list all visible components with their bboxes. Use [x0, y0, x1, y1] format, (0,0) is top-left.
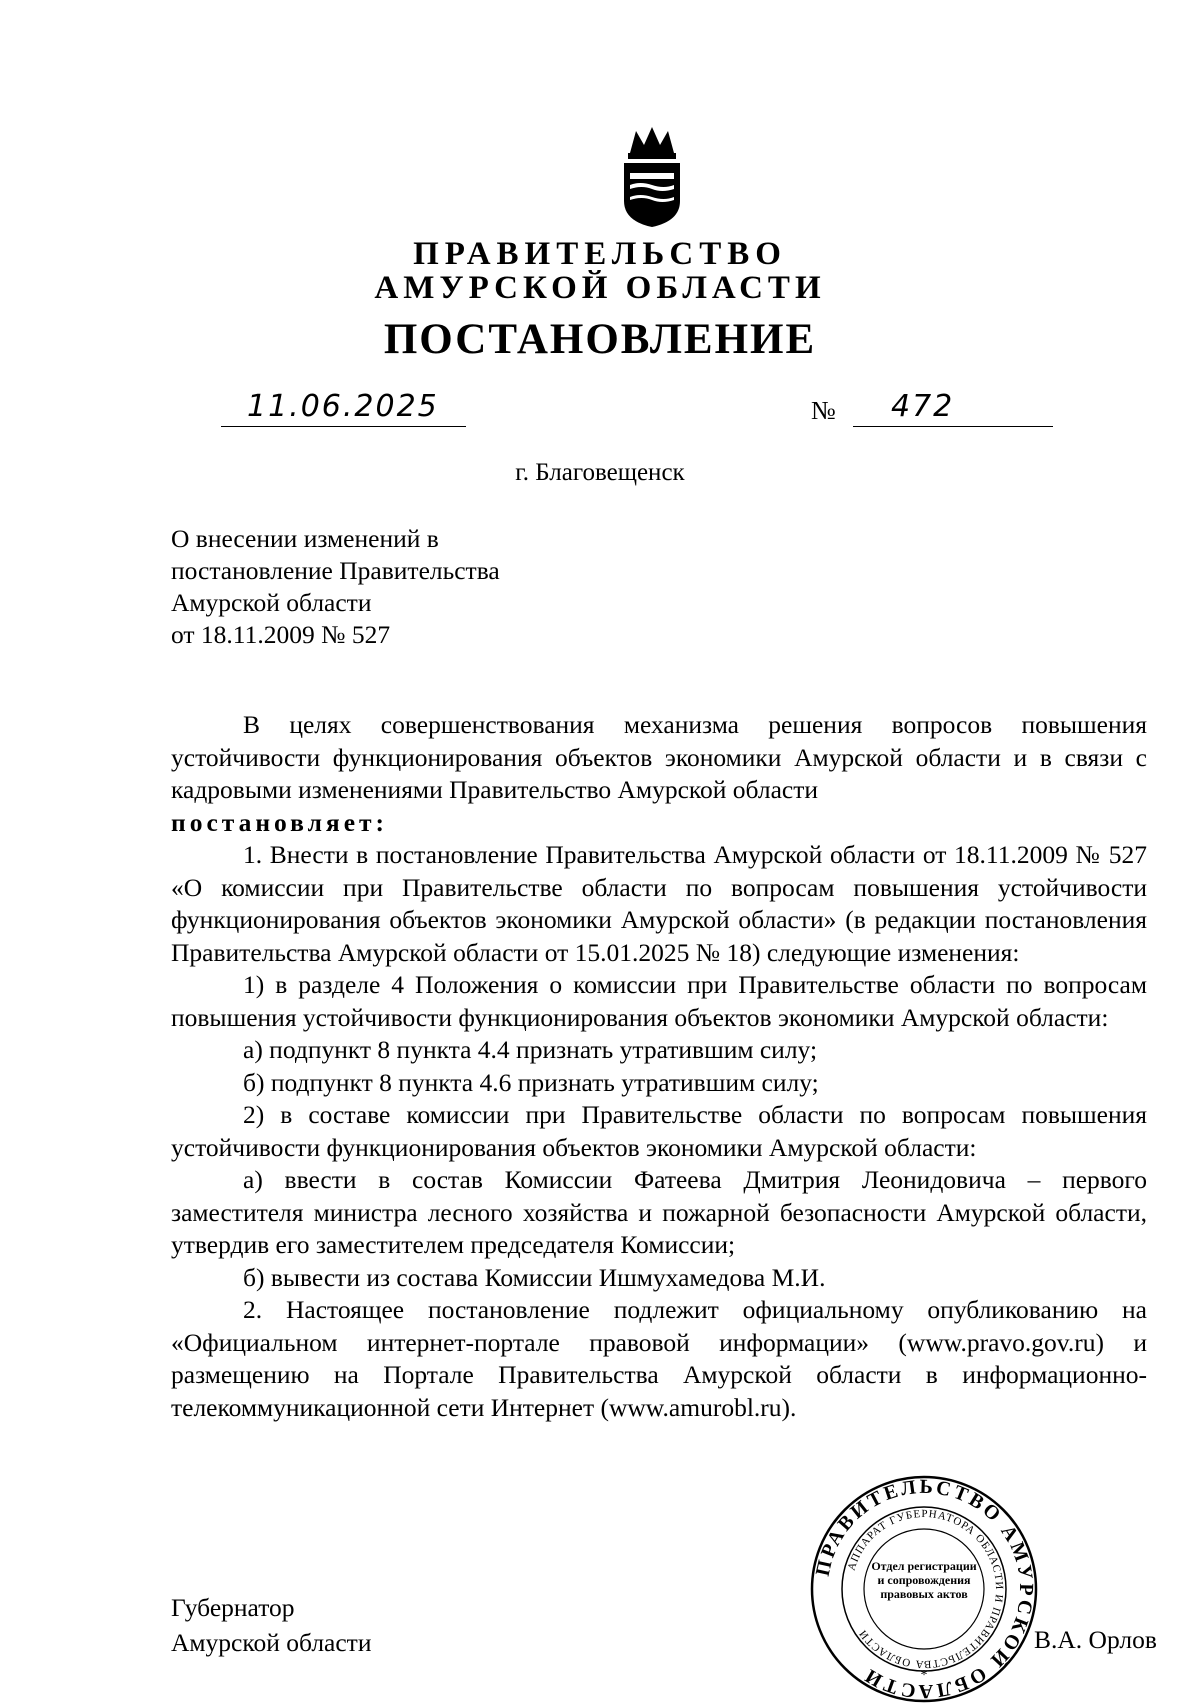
preamble-paragraph: В целях совершенствования механизма решения вопросов повышения устойчивости функционирования объектов экономики Амурской области и в связи с кадровыми изменениями Правительство Амурской области: [171, 710, 1147, 804]
item-1-1-a-paragraph: а) подпункт 8 пункта 4.4 признать утратившим силу;: [243, 1035, 818, 1064]
subject-line: постановление Правительства: [171, 556, 500, 585]
item-1-paragraph: 1. Внести в постановление Правительства Амурской области от 18.11.2009 № 527 «О комиссии при Правительстве области по вопросам повышения устойчивости функционирования объектов экономики Амурской области» (в редакции постановления Правительства Амурской области от 15.01.2025 № 18) следующие изменения:: [171, 840, 1147, 967]
signatory-position: [171, 1590, 371, 1660]
government-name-line2: АМУРСКОЙ ОБЛАСТИ: [374, 270, 826, 306]
item-2-paragraph: 2. Настоящее постановление подлежит официальному опубликованию на «Официальном интернет-портале правовой информации» (www.pravo.gov.ru) и размещению на Портале Правительства Амурской области в информационно-телекоммуникационной сети Интернет (www.amurobl.ru).: [171, 1295, 1147, 1422]
position-line: Амурской области: [171, 1628, 372, 1657]
resolves-word: постановляет:: [171, 807, 389, 837]
position-line: Губернатор: [171, 1593, 295, 1622]
date-field: [221, 390, 466, 427]
coat-of-arms-icon: [620, 123, 684, 229]
official-stamp-seal: [808, 1473, 1040, 1705]
document-type-title: ПОСТАНОВЛЕНИЕ: [383, 316, 817, 363]
item-1-1-paragraph: 1) в разделе 4 Положения о комиссии при Правительстве области по вопросам повышения устойчивости функционирования объектов экономики Амурской области:: [171, 970, 1147, 1032]
subject-line: Амурской области: [171, 588, 372, 617]
city-line: г. Благовещенск: [515, 459, 685, 486]
number-sign: №: [811, 396, 836, 425]
stamp-outer-text: ПРАВИТЕЛЬСТВО АМУРСКОЙ ОБЛАСТИ: [811, 1475, 1038, 1703]
item-1-2-b-paragraph: б) вывести из состава Комиссии Ишмухамедова М.И.: [243, 1262, 826, 1292]
signatory-name: В.А. Орлов: [1034, 1625, 1157, 1654]
government-name-line1: ПРАВИТЕЛЬСТВО: [413, 236, 787, 272]
stamp-center-text: Отдел регистрации и сопровождения правовых актов: [871, 1559, 977, 1601]
document-subject: [171, 523, 500, 651]
number-field: [853, 390, 1053, 427]
svg-text:*: *: [920, 1668, 928, 1683]
handwritten-date: 11.06.2025: [247, 389, 439, 424]
item-1-2-paragraph: 2) в составе комиссии при Правительстве области по вопросам повышения устойчивости функционирования объектов экономики Амурской области:: [171, 1100, 1147, 1162]
stamp-inner-text: АППАРАТ ГУБЕРНАТОРА ОБЛАСТИ И ПРАВИТЕЛЬСТВА ОБЛАСТИ: [845, 1507, 1006, 1671]
item-1-2-a-paragraph: а) ввести в состав Комиссии Фатеева Дмитрия Леонидовича – первого заместителя министра лесного хозяйства и пожарной безопасности Амурской области, утвердив его заместителем председателя Комиссии;: [171, 1165, 1147, 1259]
item-1-1-b-paragraph: б) подпункт 8 пункта 4.6 признать утратившим силу;: [243, 1067, 819, 1097]
subject-line: О внесении изменений в: [171, 524, 439, 553]
handwritten-number: 472: [891, 389, 955, 424]
subject-line: от 18.11.2009 № 527: [171, 620, 391, 649]
document-body: [171, 709, 1147, 1424]
